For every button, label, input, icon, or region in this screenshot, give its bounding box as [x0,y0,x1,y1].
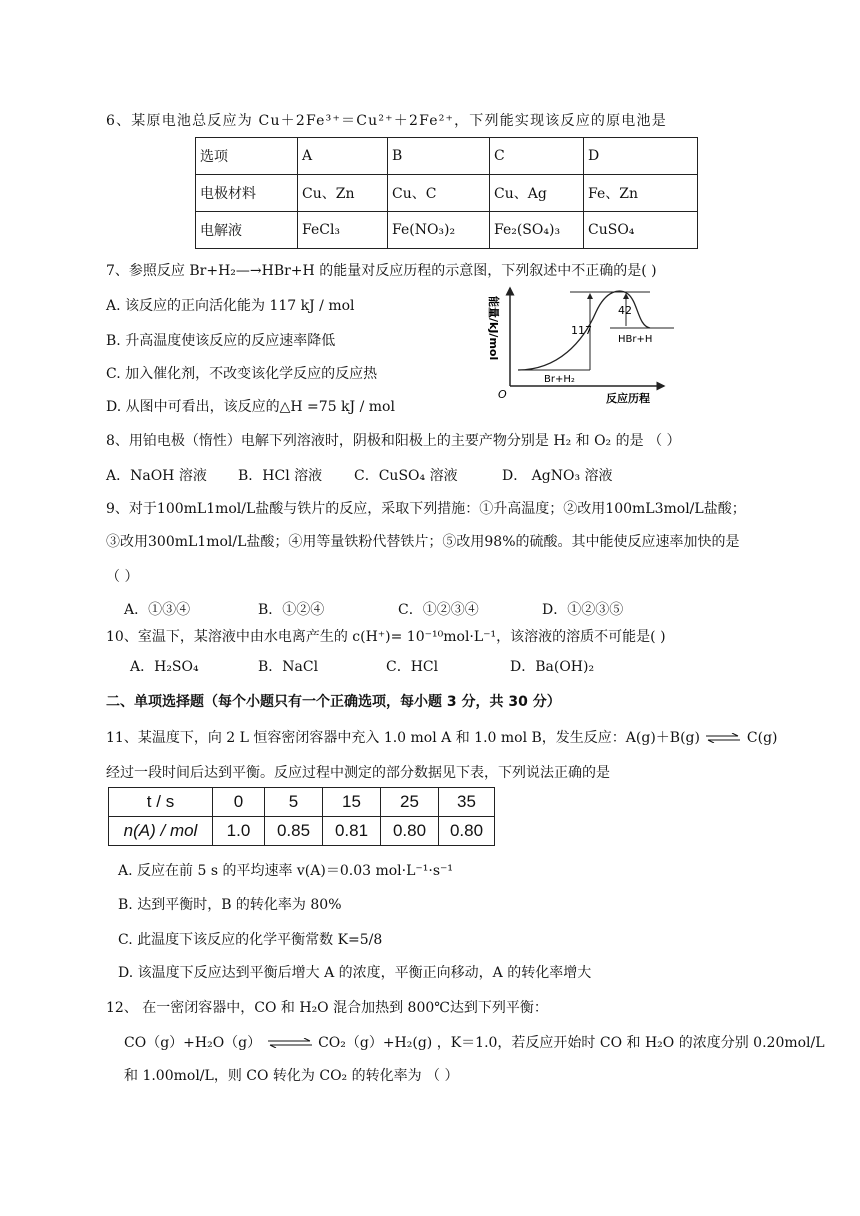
q12-stem: 12、 在一密闭容器中，CO 和 H₂O 混合加热到 800℃达到下列平衡： [106,1000,548,1016]
table-row [196,138,698,175]
table-cell: FeCl₃ [298,212,388,249]
value-42: 42 [618,304,632,317]
table-cell: n(A) / mol [109,817,213,846]
table-cell: 电解液 [196,212,298,249]
q9-option-c: C．①②③④ [398,602,479,618]
q8-stem: 8、用铂电极（惰性）电解下列溶液时，阴极和阳极上的主要产物分别是 H₂ 和 O₂ 的是 （ ） [106,433,681,449]
table-row [196,175,698,212]
energy-diagram [478,282,674,410]
q11-table [108,787,495,846]
q10-option-d: D．Ba(OH)₂ [510,659,595,675]
q7-stem: 7、参照反应 Br+H₂—→HBr+H 的能量对反应历程的示意图，下列叙述中不正确的是( ) [106,263,657,279]
q9-stem-line2: ③改用300mL1mol/L盐酸；④用等量铁粉代替铁片；⑤改用98%的硫酸。其中能使反应速率加快的是 [106,534,740,550]
q12-equation [124,1032,825,1052]
q11-product: C(g) [746,730,778,746]
q10-option-b: B．NaCl [258,659,319,675]
q7-option-d: D. 从图中可看出，该反应的△H =75 kJ / mol [106,399,395,415]
q11-stem-line2: 经过一段时间后达到平衡。反应过程中测定的部分数据见下表，下列说法正确的是 [106,765,610,781]
origin-label: O [498,388,507,401]
table-row [109,817,495,846]
table-cell: Fe、Zn [584,175,698,212]
q9-option-b: B．①②④ [258,602,325,618]
table-cell: Fe(NO₃)₂ [388,212,490,249]
q8-option-c: C．CuSO₄ 溶液 [354,468,458,484]
table-cell: t / s [109,788,213,817]
section-heading: 二、单项选择题（每个小题只有一个正确选项，每小题 3 分，共 30 分） [106,694,561,710]
q12-line3: 和 1.00mol/L，则 CO 转化为 CO₂ 的转化率为 （ ） [124,1068,459,1084]
table-cell: 1.0 [213,817,265,846]
y-axis-label: 能量/kJ/mol [487,296,500,361]
q7-option-c: C. 加入催化剂，不改变该化学反应的反应热 [106,366,378,382]
q9-option-a: A．①③④ [124,602,191,618]
table-cell: 0 [213,788,265,817]
table-cell: C [490,138,584,175]
q9-option-d: D．①②③⑤ [542,602,624,618]
q6-table [195,137,698,249]
table-cell: A [298,138,388,175]
table-cell: 选项 [196,138,298,175]
product-label: HBr+H [618,334,653,345]
table-cell: 35 [439,788,495,817]
x-axis-label: 反应历程 [606,392,650,405]
q11-option-d: D. 该温度下反应达到平衡后增大 A 的浓度，平衡正向移动，A 的转化率增大 [118,965,592,981]
table-cell: 15 [323,788,381,817]
q11-stem-line1 [106,727,778,747]
table-cell: 0.81 [323,817,381,846]
q7-option-a: A. 该反应的正向活化能为 117 kJ / mol [106,298,355,314]
q8-option-d: D． AgNO₃ 溶液 [502,468,613,484]
equilibrium-arrow-icon [704,733,742,743]
table-cell: Cu、Ag [490,175,584,212]
reactant-label: Br+H₂ [544,374,575,385]
table-row [109,788,495,817]
q11-stem-text: 11、某温度下，向 2 L 恒容密闭容器中充入 1.0 mol A 和 1.0 mol B，发生反应：A(g)＋B(g) [106,730,700,746]
table-cell: CuSO₄ [584,212,698,249]
value-117: 117 [571,324,592,337]
q8-option-b: B．HCl 溶液 [238,468,323,484]
table-cell: Cu、Zn [298,175,388,212]
q11-option-b: B. 达到平衡时，B 的转化率为 80% [118,897,342,913]
table-cell: 25 [381,788,439,817]
equilibrium-arrow-icon [266,1038,314,1048]
q10-stem: 10、室温下，某溶液中由水电离产生的 c(H⁺)= 10⁻¹⁰mol·L⁻¹，该溶液的溶质不可能是( ) [106,629,666,645]
table-row [196,212,698,249]
q12-eq-left: CO（g）+H₂O（g） [124,1035,262,1051]
q7-option-b: B. 升高温度使该反应的反应速率降低 [106,333,336,349]
table-cell: Cu、C [388,175,490,212]
q12-eq-right: CO₂（g）+H₂(g) ，K＝1.0，若反应开始时 CO 和 H₂O 的浓度分别 0.20mol/L [318,1035,825,1051]
q11-option-a: A. 反应在前 5 s 的平均速率 v(A)＝0.03 mol·L⁻¹·s⁻¹ [118,863,454,879]
q10-option-c: C．HCl [386,659,439,675]
q10-option-a: A．H₂SO₄ [130,659,199,675]
q11-option-c: C. 此温度下该反应的化学平衡常数 K=5/8 [118,932,383,948]
table-cell: 电极材料 [196,175,298,212]
q9-stem-line1: 9、对于100mL1mol/L盐酸与铁片的反应，采取下列措施：①升高温度；②改用100mL3mol/L盐酸； [106,501,746,517]
table-cell: 0.80 [381,817,439,846]
table-cell: 5 [265,788,323,817]
table-cell: 0.80 [439,817,495,846]
table-cell: 0.85 [265,817,323,846]
table-cell: D [584,138,698,175]
q6-stem: 6、某原电池总反应为 Cu＋2Fe³⁺＝Cu²⁺＋2Fe²⁺，下列能实现该反应的原电池是 [106,113,667,129]
table-cell: B [388,138,490,175]
q9-stem-line3: （ ） [106,569,139,585]
table-cell: Fe₂(SO₄)₃ [490,212,584,249]
q8-option-a: A．NaOH 溶液 [106,468,207,484]
